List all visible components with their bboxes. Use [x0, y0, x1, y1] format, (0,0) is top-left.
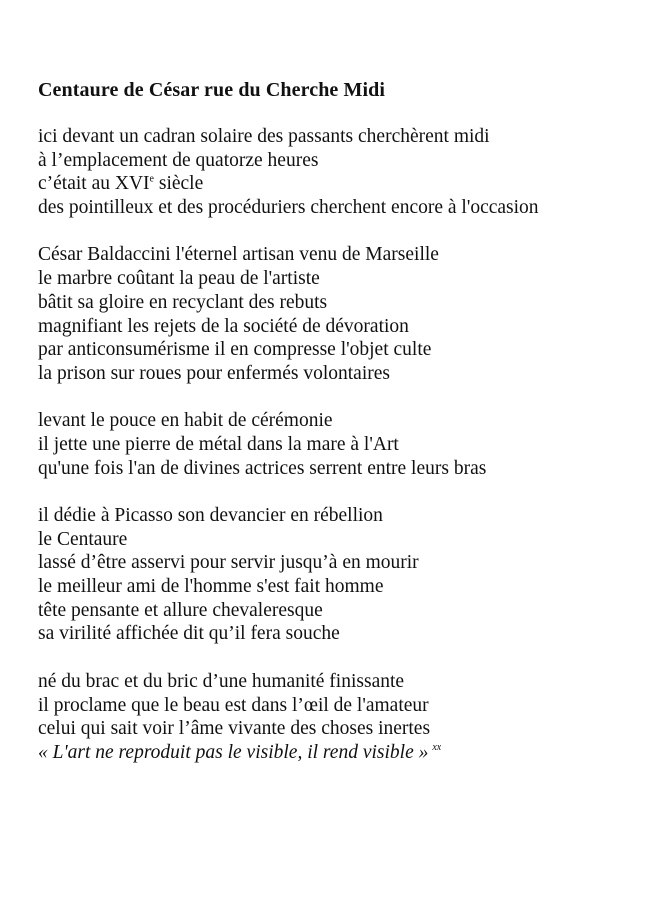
poem-line: à l’emplacement de quatorze heures — [38, 149, 319, 171]
poem-body — [38, 125, 648, 765]
poem-line: la prison sur roues pour enfermés volontaires — [38, 362, 390, 384]
poem-line: le Centaure — [38, 528, 128, 550]
poem-line: il proclame que le beau est dans l’œil de l'amateur — [38, 694, 429, 716]
footnote-marker: xx — [432, 742, 442, 754]
stanza-break — [38, 386, 648, 410]
line-text: siècle — [153, 173, 204, 195]
poem-line: César Baldaccini l'éternel artisan venu de Marseille — [38, 244, 439, 266]
quote-text: « L'art ne reproduit pas le visible, il rend visible » — [38, 741, 429, 763]
poem-line: celui qui sait voir l’âme vivante des choses inertes — [38, 718, 431, 740]
poem-line: sa virilité affichée dit qu’il fera souche — [38, 623, 340, 645]
line-text: c’était au XVI — [38, 173, 150, 195]
poem-line: tête pensante et allure chevaleresque — [38, 599, 323, 621]
poem-line: il dédie à Picasso son devancier en rébellion — [38, 505, 383, 526]
poem-line: né du brac et du bric d’une humanité finissante — [38, 670, 405, 692]
poem-line: magnifiant les rejets de la société de dévoration — [38, 315, 409, 337]
poem-line: le meilleur ami de l'homme s'est fait homme — [38, 576, 384, 598]
poem-line: il jette une pierre de métal dans la mare à l'Art — [38, 433, 399, 455]
poem-line: par anticonsumérisme il en compresse l'objet culte — [38, 339, 432, 361]
poem-line: lassé d’être asservi pour servir jusqu’à en mourir — [38, 552, 419, 574]
poem-title: Centaure de César rue du Cherche Midi — [38, 79, 386, 101]
poem-line: bâtit sa gloire en recyclant des rebuts — [38, 291, 328, 313]
stanza-break — [38, 646, 648, 670]
stanza-break — [38, 220, 648, 244]
stanza-break — [38, 480, 648, 504]
poem-line — [38, 741, 648, 765]
superscript: e — [149, 173, 154, 185]
poem-line: qu'une fois l'an de divines actrices serrent entre leurs bras — [38, 457, 487, 479]
poem-line: des pointilleux et des procéduriers cherchent encore à l'occasion — [38, 197, 539, 219]
poem-line: ici devant un cadran solaire des passants cherchèrent midi — [38, 126, 490, 147]
poem-line: le marbre coûtant la peau de l'artiste — [38, 268, 320, 290]
poem-line — [38, 172, 648, 196]
poem-line: levant le pouce en habit de cérémonie — [38, 410, 333, 432]
